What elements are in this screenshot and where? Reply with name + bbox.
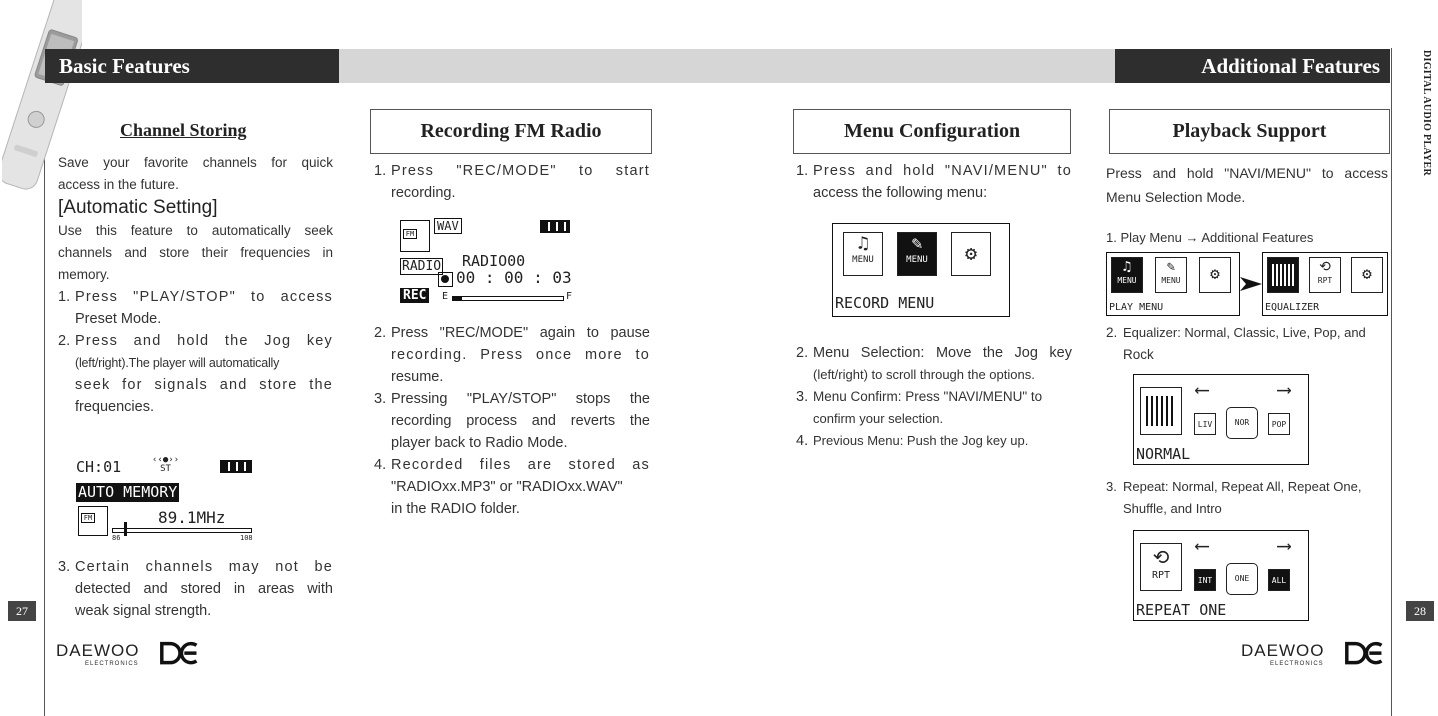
arrow-right-icon [1240, 277, 1262, 291]
scale-min: 86 [112, 534, 121, 542]
auto-memory-label: AUTO MEMORY [78, 483, 178, 501]
repeat-one-screen [1133, 530, 1309, 621]
step-line: in the RADIO folder. [391, 501, 520, 517]
recording-screen [398, 214, 576, 306]
play-menu-label: PLAY MENU [1109, 302, 1164, 313]
step-number: 1. [374, 163, 387, 179]
recording-step1 [374, 160, 650, 204]
record-time: 00 : 00 : 03 [456, 268, 572, 287]
tuning-marker [124, 522, 127, 536]
frequency-readout: 89.1MHz [158, 508, 226, 527]
daewoo-logo-left [56, 641, 216, 671]
brand-sub: ELECTRONICS [85, 661, 139, 667]
section-title-basic-features: Basic Features [45, 49, 339, 83]
brand-name: DAEWOO [1241, 641, 1325, 660]
intro-line: access in the future. [58, 177, 179, 192]
level-e: E [442, 291, 449, 302]
rec-label: REC [400, 288, 429, 303]
settings-menu-icon: ⚙ [1199, 257, 1231, 293]
automatic-setting-heading: [Automatic Setting] [58, 197, 218, 218]
icon-label: MENU [906, 255, 928, 265]
playback-step2 [1106, 322, 1390, 366]
arrow-right-icon: ⟶ [1278, 533, 1291, 557]
desc-line: memory. [58, 267, 110, 282]
playback-step3 [1106, 476, 1390, 520]
step-line: Menu Confirm: Press "NAVI/MENU" to [813, 389, 1043, 404]
section-title-additional-features: Additional Features [1115, 49, 1390, 83]
fm-radio-icon [400, 220, 430, 252]
eq-normal-icon: NOR [1226, 407, 1258, 439]
menu-step1 [796, 160, 1072, 204]
step-number: 3. [796, 389, 809, 405]
brand-sub: ELECTRONICS [1270, 661, 1324, 667]
daewoo-emblem [155, 641, 205, 667]
equalizer-icon [1140, 387, 1182, 435]
record-indicator-icon [438, 272, 453, 287]
step-line: confirm your selection. [813, 411, 944, 426]
repeat-icon: ⟲ RPT [1309, 257, 1341, 293]
step-4 [374, 454, 650, 520]
step-line: player back to Radio Mode. [391, 435, 568, 451]
settings-icon: ⚙ [1351, 257, 1383, 293]
icon-label: MENU [1161, 276, 1181, 285]
step-number: 3. [374, 391, 387, 407]
record-menu-screen [832, 223, 1010, 317]
step-line: (left/right) to scroll through the options. [813, 367, 1035, 382]
repeat-one-label: REPEAT ONE [1136, 601, 1227, 619]
record-menu-icon: ✎ MENU [1155, 257, 1187, 293]
intro-line: Press and hold "NAVI/MENU" to access [1106, 165, 1388, 181]
menu-configuration-title: Menu Configuration [793, 109, 1071, 154]
icon-label: MENU [1117, 276, 1137, 285]
step-line: Press "REC/MODE" to start [391, 163, 650, 179]
repeat-all-icon: ALL [1268, 569, 1290, 591]
step-number: 2. [374, 325, 387, 341]
step-3 [1106, 476, 1390, 520]
settings-menu-icon: ⚙ [951, 232, 991, 276]
repeat-one-icon: ONE [1226, 563, 1258, 595]
step-line: Previous Menu: Push the Jog key up. [813, 433, 1029, 448]
step-line: Certain channels may not be [75, 559, 333, 575]
step-line: detected and stored in areas with [75, 581, 333, 597]
fm-label: FM [81, 513, 95, 523]
step-1 [374, 160, 650, 204]
step-number: 2. [796, 345, 809, 361]
menu-steps [796, 342, 1072, 452]
playback-step1: 1. Play Menu → Additional Features [1106, 230, 1314, 245]
brand-name: DAEWOO [56, 641, 140, 660]
step-line: Pressing "PLAY/STOP" stops the [391, 391, 650, 407]
level-f: F [566, 291, 573, 302]
battery-icon [540, 220, 570, 233]
fm-radio-icon [78, 506, 108, 536]
icon-label: MENU [852, 255, 874, 265]
normal-label: NORMAL [1136, 445, 1191, 463]
music-menu-icon: ♫ MENU [843, 232, 883, 276]
step-number: 3. [58, 559, 71, 575]
step-line: recording. [391, 185, 456, 201]
step-line: "RADIOxx.MP3" or "RADIOxx.WAV" [391, 479, 623, 495]
record-menu-icon: ✎ MENU [897, 232, 937, 276]
desc-line: Use this feature to automatically seek [58, 223, 333, 238]
playback-support-title: Playback Support [1109, 109, 1390, 154]
step-line: Menu Selection: Move the Jog key [813, 345, 1072, 361]
channel-storing-step3 [58, 556, 333, 622]
step-number: 2. [58, 333, 71, 349]
equalizer-icon [1267, 257, 1299, 293]
page-number-right: 28 [1406, 601, 1434, 621]
equalizer-menu-screen [1262, 252, 1388, 316]
repeat-icon: ⟲ RPT [1140, 543, 1182, 591]
step-number: 1. [796, 163, 809, 179]
channel-storing-text [58, 152, 333, 418]
step-line: Repeat: Normal, Repeat All, Repeat One, [1123, 479, 1362, 494]
step-line: weak signal strength. [75, 603, 212, 619]
step-2 [1106, 322, 1390, 366]
daewoo-emblem [1340, 641, 1390, 667]
step-line: Preset Mode. [75, 311, 162, 327]
play-menu-screen [1106, 252, 1240, 316]
radio-label: RADIO [402, 259, 442, 274]
step-line: Press and hold the Jog key [75, 333, 333, 349]
step-line: (left/right).The player will automatically [75, 356, 280, 370]
right-margin-rule [1391, 48, 1392, 716]
step-number: 3. [1106, 479, 1117, 494]
fm-label: FM [403, 229, 417, 239]
step-3 [374, 388, 650, 454]
step-line: Equalizer: Normal, Classic, Live, Pop, and [1123, 325, 1366, 340]
recording-fm-title: Recording FM Radio [370, 109, 652, 154]
arrow-right-icon: ⟶ [1278, 377, 1291, 401]
playback-intro [1106, 161, 1388, 209]
step-line: Shuffle, and Intro [1123, 501, 1222, 516]
step-1 [58, 286, 333, 330]
step-2 [58, 330, 333, 418]
step-line: recording process and reverts the [391, 413, 650, 429]
recording-steps [374, 322, 650, 520]
step-2 [796, 342, 1072, 386]
level-bar [452, 296, 564, 301]
stereo-indicator: ‹‹●›› ST [152, 455, 180, 474]
scale-max: 108 [240, 534, 253, 542]
step-number: 4. [374, 457, 387, 473]
intro-line: Save your favorite channels for quick [58, 155, 333, 170]
step-line: seek for signals and store the [75, 377, 333, 393]
step-number: 4. [796, 433, 809, 449]
step-1 [796, 160, 1072, 204]
arrow-left-icon: ⟵ [1196, 533, 1209, 557]
channel-storing-title: Channel Storing [120, 120, 247, 140]
step-3 [58, 556, 333, 622]
file-name: RADIO00 [462, 252, 526, 270]
step-line: frequencies. [75, 399, 154, 415]
equalizer-normal-screen [1133, 374, 1309, 465]
step-number: 1. [58, 289, 71, 305]
channel-number: CH:01 [76, 458, 122, 476]
arrow-left-icon: ⟵ [1196, 377, 1209, 401]
step-line: Recorded files are stored as [391, 457, 650, 473]
record-menu-label: RECORD MENU [835, 294, 935, 312]
step-line: access the following menu: [813, 185, 988, 201]
page-number-left: 27 [8, 601, 36, 621]
eq-live-icon: LIV [1194, 413, 1216, 435]
equalizer-label: EQUALIZER [1265, 302, 1320, 313]
eq-pop-icon: POP [1268, 413, 1290, 435]
step-number: 2. [1106, 325, 1118, 340]
step-line: Press "PLAY/STOP" to access [75, 289, 333, 305]
step-2 [374, 322, 650, 388]
music-menu-icon: ♫ MENU [1111, 257, 1143, 293]
auto-memory-screen [74, 456, 256, 542]
tuning-scale [112, 528, 252, 533]
battery-icon [220, 460, 252, 473]
step-line: Press "REC/MODE" again to pause [391, 325, 650, 341]
intro-line: Menu Selection Mode. [1106, 189, 1246, 205]
daewoo-logo-right [1241, 641, 1401, 671]
side-label: DIGITAL AUDIO PLAYER [1421, 50, 1432, 177]
stereo-label: ST [160, 464, 171, 474]
repeat-intro-icon: INT [1194, 569, 1216, 591]
step-line: Press and hold "NAVI/MENU" to [813, 163, 1072, 179]
step-line: recording. Press once more to [391, 347, 650, 363]
step-line: Rock [1123, 347, 1154, 362]
desc-line: channels and store their frequencies in [58, 245, 333, 260]
step-line: resume. [391, 369, 444, 385]
icon-label: RPT [1151, 570, 1171, 581]
icon-label: RPT [1317, 276, 1333, 285]
step-3 [796, 386, 1072, 430]
wav-format-label: WAV [434, 218, 462, 234]
step-4 [796, 430, 1072, 452]
